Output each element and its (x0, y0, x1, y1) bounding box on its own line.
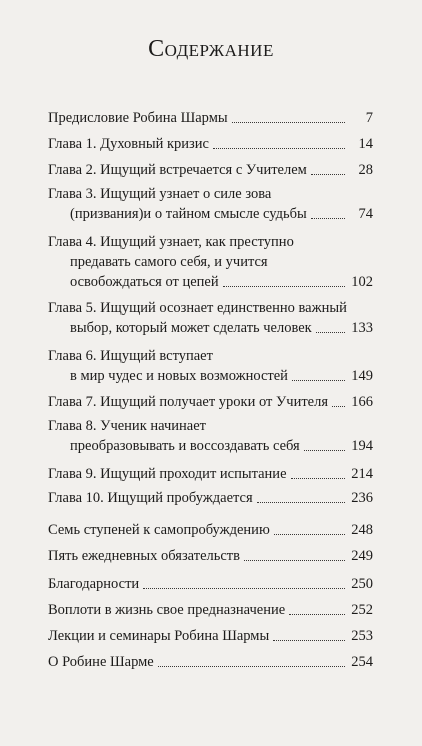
leader-dots (311, 174, 345, 175)
toc-page-number: 252 (351, 602, 373, 618)
toc-entry (48, 600, 373, 620)
toc-entry-title: Глава 7. Ищущий получает уроки от Учителя (48, 394, 329, 410)
toc-entry-title: Глава 4. Ищущий узнает, как преступно (48, 234, 294, 250)
toc-page-number: 214 (351, 466, 373, 482)
toc-page-number: 149 (351, 368, 373, 384)
toc-entry-title-cont: (призвания)и о тайном смысле судьбы (70, 206, 307, 222)
toc-entry (48, 520, 373, 540)
toc-entry-title-cont: преобразовывать и воссоздавать себя (70, 438, 300, 454)
toc-page-number: 249 (351, 548, 373, 564)
toc-entry-title: Глава 1. Духовный кризис (48, 136, 209, 152)
leader-dots (244, 560, 345, 561)
toc-page-number: 133 (351, 320, 373, 336)
leader-dots (143, 588, 345, 589)
leader-dots (316, 332, 345, 333)
toc-page-number: 236 (351, 490, 373, 506)
toc-page-number: 14 (358, 136, 373, 152)
leader-dots (232, 122, 345, 123)
toc-entry-title-cont: освобождаться от цепей (70, 274, 219, 290)
leader-dots (273, 640, 345, 641)
toc-page-number: 166 (351, 394, 373, 410)
toc-entry-title: Семь ступеней к самопробуждению (48, 522, 270, 538)
toc-page-number: 102 (351, 274, 373, 290)
toc-page-number: 194 (351, 438, 373, 454)
toc-entry-title: Глава 9. Ищущий проходит испытание (48, 466, 287, 482)
toc-page-number: 250 (351, 576, 373, 592)
toc-entry (48, 574, 373, 594)
toc-entry-title-cont: в мир чудес и новых возможностей (70, 368, 288, 384)
toc-entry (48, 464, 373, 484)
toc-entry (48, 488, 373, 508)
toc-entry-title: Предисловие Робина Шармы (48, 110, 228, 126)
toc-entry (48, 346, 373, 386)
leader-dots (158, 666, 345, 667)
leader-dots (291, 478, 345, 479)
toc-entry-title: Глава 8. Ученик начинает (48, 418, 206, 434)
page-title: Содержание (148, 36, 274, 62)
leader-dots (213, 148, 345, 149)
toc-entry-title: Глава 3. Ищущий узнает о силе зова (48, 186, 272, 202)
toc-entry-title: Глава 10. Ищущий пробуждается (48, 490, 253, 506)
toc-entry-title: О Робине Шарме (48, 654, 154, 670)
toc-page-number: 254 (351, 654, 373, 670)
toc-entry (48, 298, 373, 338)
toc-entry-title: Лекции и семинары Робина Шармы (48, 628, 270, 644)
toc-entry-title-cont: предавать самого себя, и учится (70, 254, 268, 270)
toc-page-number: 248 (351, 522, 373, 538)
toc-entry (48, 134, 373, 154)
toc-entry-title: Глава 2. Ищущий встречается с Учителем (48, 162, 307, 178)
toc-entry (48, 184, 373, 224)
toc-entry-title-cont: выбор, который может сделать человек (70, 320, 312, 336)
toc-entry (48, 392, 373, 412)
leader-dots (304, 450, 345, 451)
toc-entry (48, 546, 373, 566)
toc-entry-title: Глава 6. Ищущий вступает (48, 348, 213, 364)
toc-page-number: 7 (365, 110, 373, 126)
leader-dots (223, 286, 345, 287)
toc-page-number: 28 (358, 162, 373, 178)
toc-entry (48, 108, 373, 128)
toc-entry (48, 416, 373, 456)
leader-dots (332, 406, 345, 407)
toc-entry (48, 626, 373, 646)
leader-dots (257, 502, 345, 503)
leader-dots (311, 218, 345, 219)
toc-entry-title: Глава 5. Ищущий осознает единственно важный (48, 300, 347, 316)
toc-page-number: 74 (358, 206, 373, 222)
toc-entry-title: Воплоти в жизнь свое предназначение (48, 602, 286, 618)
toc-entry (48, 232, 373, 292)
toc-entry (48, 160, 373, 180)
leader-dots (289, 614, 345, 615)
toc-entry (48, 652, 373, 672)
leader-dots (274, 534, 345, 535)
leader-dots (292, 380, 345, 381)
toc-page-number: 253 (351, 628, 373, 644)
toc-entry-title: Благодарности (48, 576, 140, 592)
toc-entry-title: Пять ежедневных обязательств (48, 548, 240, 564)
